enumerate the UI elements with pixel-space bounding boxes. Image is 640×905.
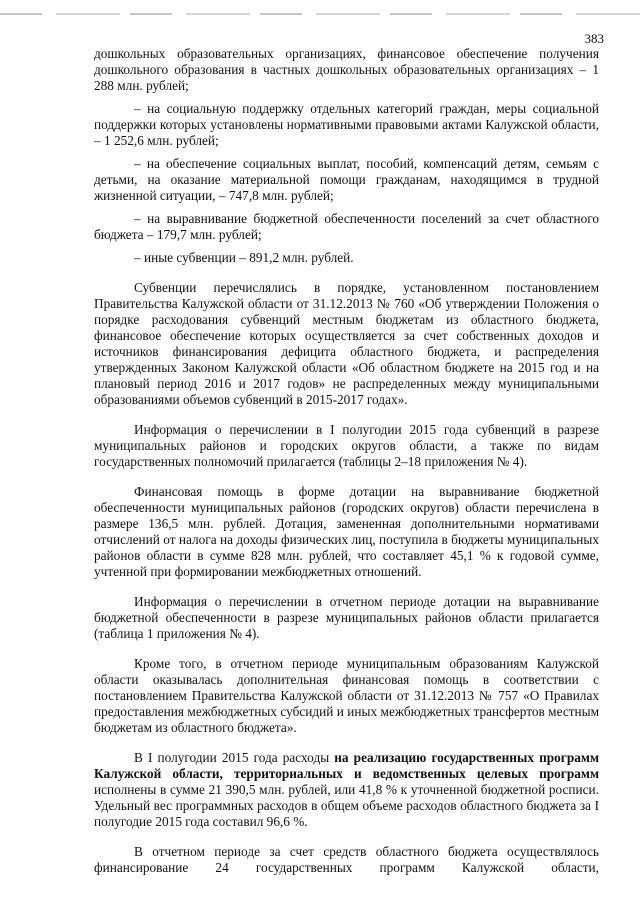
program-expenses-intro: В I полугодии 2015 года расходы	[134, 750, 335, 765]
paragraph-subvention-info: Информация о перечислении в I полугодии 2015 года субвенций в разрезе муниципальных районов и городских округов области, а также по видам государственных полномочий прилагается (таблицы 2–18 приложения № 4).	[94, 422, 599, 469]
scan-artifact-line	[0, 13, 640, 15]
paragraph-program-financing: В отчетном периоде за счет средств областного бюджета осуществлялось финансирование 24 государственных программ Калужской области,	[94, 844, 599, 875]
program-expenses-bold: на реализацию государственных программ Калужской области, территориальных и ведомственных целевых программ	[94, 750, 599, 781]
document-body	[94, 46, 599, 883]
paragraph-other-subventions: – иные субвенции – 891,2 млн. рублей.	[134, 250, 354, 265]
paragraph-subvention-procedure: Субвенции перечислялись в порядке, установленном постановлением Правительства Калужской области от 31.12.2013 № 760 «Об утверждении Положения о порядке расходования субвенций местным бюджетам из областного бюджета, финансовое обеспечение которых осуществляется за счет собственных доходов и источников финансирования дефицита областного бюджета, и распределения утвержденных Законом Калужской области «Об областном бюджете на 2015 год и на плановый период 2016 и 2017 годов» не распределенных между муниципальными образованиями объемов субвенций в 2015-2017 годах».	[94, 280, 599, 407]
program-expenses-rest: исполнены в сумме 21 390,5 млн. рублей, или 41,8 % к уточненной бюджетной росписи. Удельный вес программных расходов в общем объеме расходов областного бюджета за I полугодие 2015 года составил 96,6 %.	[94, 782, 599, 829]
paragraph-social-support: – на социальную поддержку отдельных категорий граждан, меры социальной поддержки которых установлены нормативными правовыми актами Калужской области, – 1 252,6 млн. рублей;	[94, 101, 599, 148]
paragraph-financial-aid: Финансовая помощь в форме дотации на выравнивание бюджетной обеспеченности муниципальных районов (городских округов) области перечислена в размере 136,5 млн. рублей. Дотация, замененная дополнительными нормативами отчислений от налога на доходы физических лиц, поступила в бюджеты муниципальных районов области в сумме 828 млн. рублей, что составляет 45,1 % к годовой сумме, учтенной при формировании межбюджетных отношений.	[94, 484, 599, 579]
paragraph-budget-equalization: – на выравнивание бюджетной обеспеченности поселений за счет областного бюджета – 179,7 млн. рублей;	[94, 211, 599, 242]
paragraph-social-payments: – на обеспечение социальных выплат, пособий, компенсаций детям, семьям с детьми, на оказание материальной помощи гражданам, находящимся в трудной жизненной ситуации, – 747,8 млн. рублей;	[94, 156, 599, 203]
paragraph-preschool-financing: дошкольных образовательных организациях, финансовое обеспечение получения дошкольного образования в частных дошкольных образовательных организациях – 1 288 млн. рублей;	[94, 46, 599, 93]
paragraph-subsidy-info: Информация о перечислении в отчетном периоде дотации на выравнивание бюджетной обеспеченности в разрезе муниципальных районов области прилагается (таблица 1 приложения № 4).	[94, 594, 599, 641]
paragraph-program-expenses	[94, 750, 599, 830]
page-number: 383	[584, 31, 604, 46]
paragraph-additional-aid: Кроме того, в отчетном периоде муниципальным образованиям Калужской области оказывалась дополнительная финансовая помощь в соответствии с постановлением Правительства Калужской области от 31.12.2013 № 757 «О Правилах предоставления межбюджетных субсидий и иных межбюджетных трансфертов местным бюджетам из областного бюджета».	[94, 656, 599, 735]
